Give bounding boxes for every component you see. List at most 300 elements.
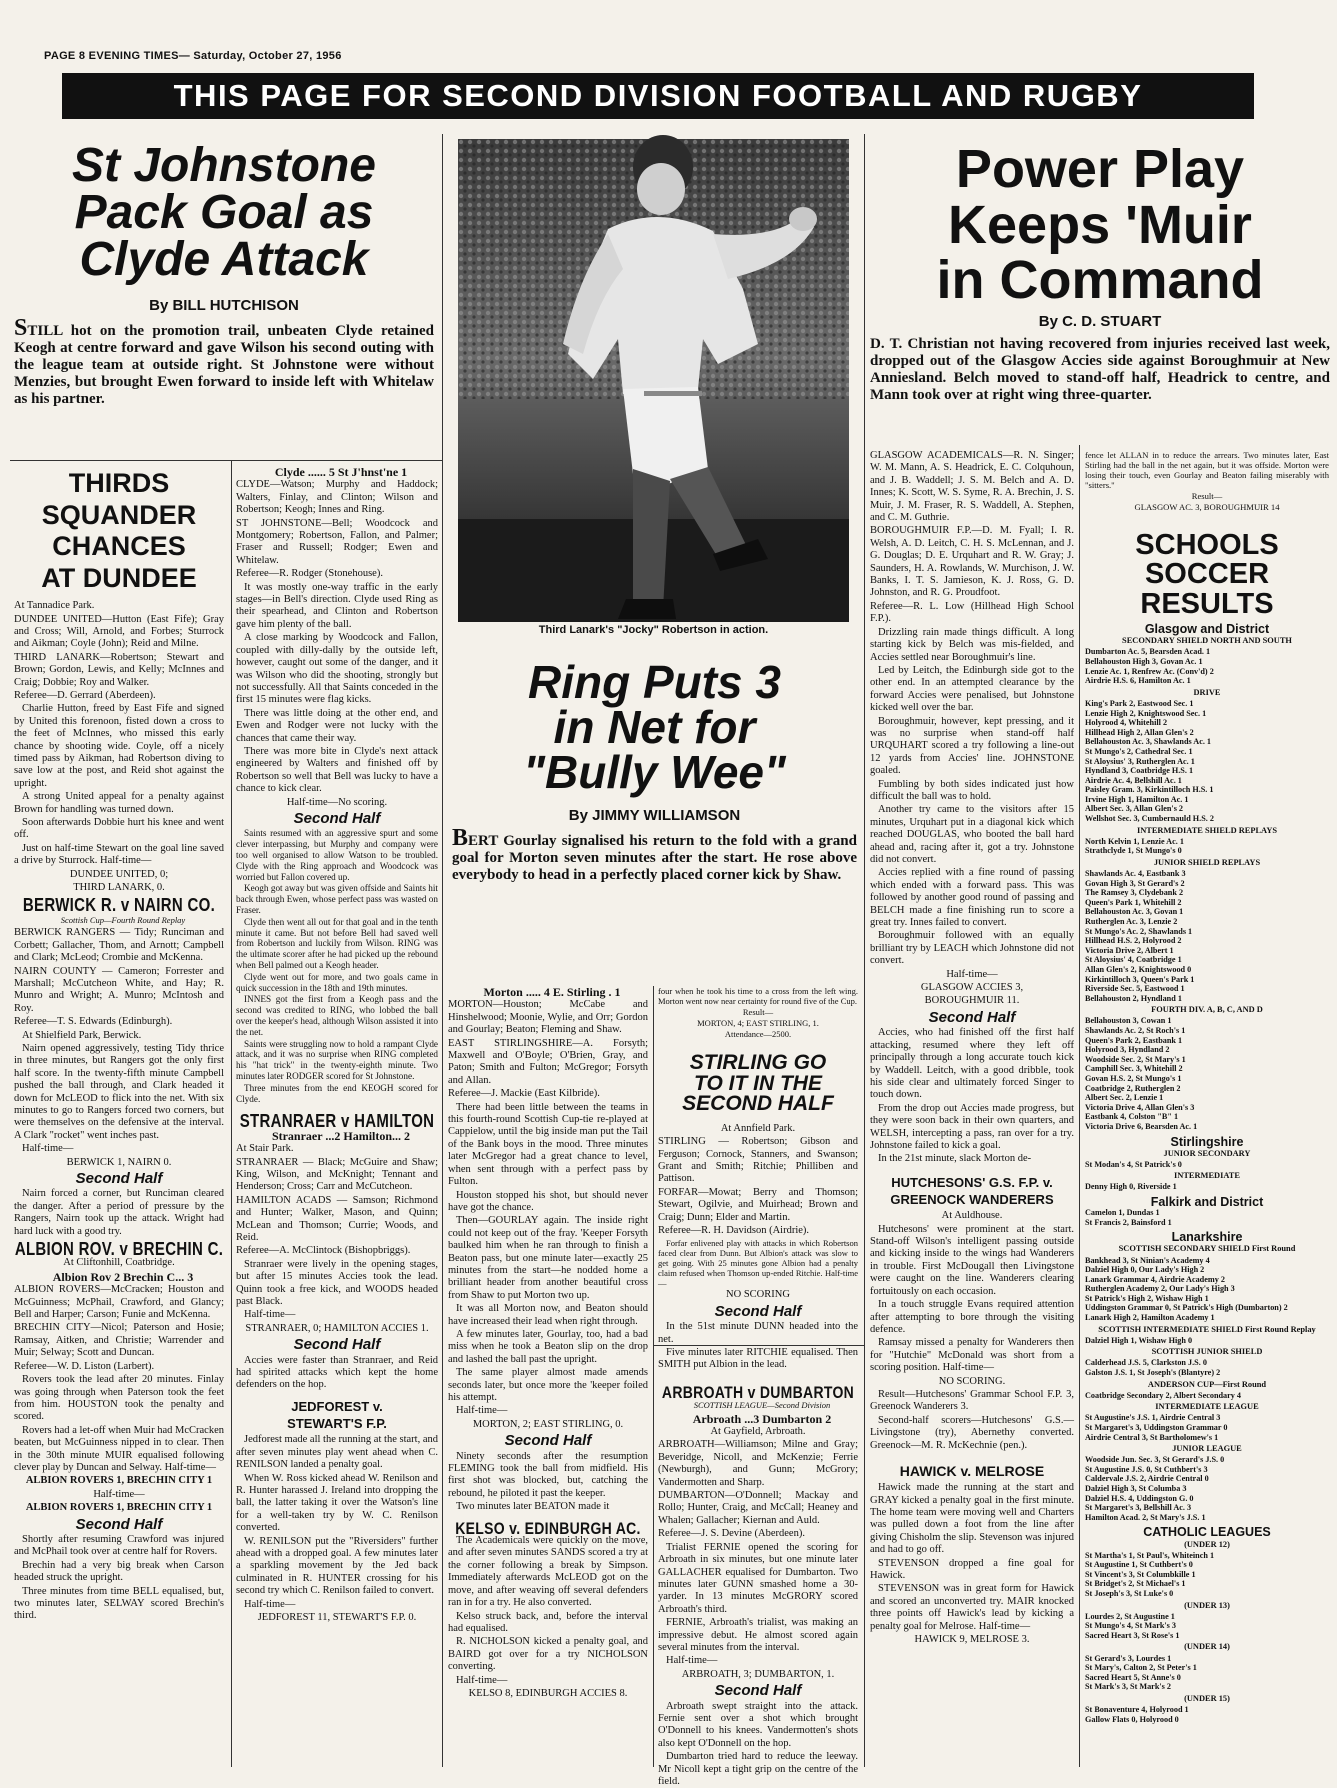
schools-result-line: Kirkintilloch 3, Queen's Park 1 xyxy=(1085,974,1195,984)
berwick-second-half: Second Half xyxy=(75,1170,163,1187)
thirds-score: THIRD LANARK, 0. xyxy=(73,882,165,894)
berwick-label: Scottish Cup—Fourth Round Replay xyxy=(60,914,186,925)
powerplay-headline-2: Keeps 'Muir xyxy=(948,194,1252,255)
photo-caption: Third Lanark's "Jocky" Robertson in action. xyxy=(538,624,769,636)
stranraer-para: At Stair Park. xyxy=(236,1143,294,1155)
powerplay-headline-1: Power Play xyxy=(955,139,1245,199)
stranraer-second-half: Second Half xyxy=(293,1336,381,1354)
schools-section-subtitle: SCOTTISH INTERMEDIATE SHIELD First Round Replay xyxy=(1098,1324,1316,1334)
schools-result-line: Irvine High 1, Hamilton Ac. 1 xyxy=(1085,794,1189,804)
hutchesons-para: In a touch struggle Evans required attention after attempting to bore through the visiting defence. xyxy=(870,1299,1074,1335)
powerplay-para: Fumbling by both sides indicated just how difficult the ball was to hold. xyxy=(870,778,1074,802)
albion-score: Albion Rov 2 Brechin C... 3 xyxy=(52,1269,194,1284)
schools-result-line: St Augustine J.S. 0, St Cuthbert's 3 xyxy=(1085,1464,1208,1474)
morton-para: A few minutes later, Gourlay, too, had a bad miss when he took a Beaton slip on the drop and lashed the ball past the upright. xyxy=(448,1328,648,1365)
schools-result-line: Hillhead H.S. 2, Holyrood 2 xyxy=(1085,936,1182,946)
morton-para: EAST STIRLINGSHIRE—A. Forsyth; Maxwell and O'Boyle; O'Brien, Gray, and Paton; Smith and Fulton; McGregor; Forsyth and Allan. xyxy=(448,1037,648,1086)
schools-result-line: Dalziel H.S. 4, Uddingston G. 0 xyxy=(1085,1493,1194,1503)
column-rule xyxy=(442,134,443,1767)
hutchesons-para: Second-half scorers—Hutchesons' G.S.—Livingstone (try), Abernethy converted. Greenock—M. R. McKechnie (pen.). xyxy=(870,1414,1074,1451)
morton-score: Morton ..... 4 E. Stirling . 1 xyxy=(483,985,621,999)
berwick-para: Nairn forced a corner, but Runciman cleared the danger. After a period of pressure by the Rangers, Nairn took up the attack. Wright had hard luck with a good try. xyxy=(14,1188,224,1237)
morton-result-block xyxy=(658,986,858,1039)
schools-result-line: King's Park 2, Eastwood Sec. 1 xyxy=(1085,698,1194,708)
schools-section-subtitle: (UNDER 12) xyxy=(1184,1539,1230,1549)
stranraer-halftime: STRANRAER, 0; HAMILTON ACCIES 1. xyxy=(245,1322,429,1334)
schools-result-line: Govan High 3, St Gerard's 2 xyxy=(1085,878,1185,888)
schools-result-line: Eastbank 4, Colston "B" 1 xyxy=(1085,1112,1179,1122)
clyde-para: It was mostly one-way traffic in the early stages—in Bell's direction. Clyde used Ring as their spearhead, and Clinton and Robertson gave him plenty of the ball. xyxy=(236,581,438,630)
powerplay-para: Led by Leitch, the Edinburgh side got to the other end. In an attempted clearance by the forward Accies were penalised, but Johnstone kicked well over the bar. xyxy=(870,664,1074,714)
morton-para: four when he took his time to a cross from the left wing. Morton went now near certainty for round five of the Cup. xyxy=(658,986,858,1006)
clyde-para: Clyde then went all out for that goal and in the tenth minute it came. But not before Bell had saved well from Robertson and luckily from Wilson. RING was the ultimate scorer after he had picked up the rebound when Bell palmed out a Keogh header. xyxy=(236,916,438,970)
albion-para: Referee—W. D. Liston (Larbert). xyxy=(14,1360,155,1372)
schools-result-line: Airdrie Central 3, St Bartholomew's 1 xyxy=(1085,1432,1219,1442)
schools-result-line: Coatbridge 2, Rutherglen 2 xyxy=(1085,1083,1181,1093)
bullywee-headline-2: in Net for xyxy=(553,701,756,754)
morton-para: Result— xyxy=(742,1007,774,1017)
clyde-para: Three minutes from the end KEOGH scored for Clyde. xyxy=(236,1082,438,1104)
kelso-para: Kelso struck back, and, before the interval had equalised. xyxy=(448,1610,648,1634)
schools-result-line: St Patrick's High 2, Wishaw High 1 xyxy=(1085,1293,1209,1303)
schools-result-line: St Mungo's 4, St Mark's 3 xyxy=(1085,1621,1176,1631)
schools-result-line: Govan H.S. 2, St Mungo's 1 xyxy=(1085,1074,1182,1084)
thirds-para: DUNDEE UNITED—Hutton (East Fife); Gray and Cross; Will, Arnold, and Forbes; Sturrock and Aikman; Coyle (John); Reid and Milne. xyxy=(14,613,224,650)
column-rule xyxy=(864,134,865,1767)
berwick-score: BERWICK 1, NAIRN 0. xyxy=(66,1156,172,1168)
albion-halftime: ALBION ROVERS 1, BRECHIN CITY 1 xyxy=(25,1502,213,1514)
schools-result-line: Dumbarton Ac. 5, Bearsden Acad. 1 xyxy=(1085,647,1211,657)
schools-result-line: North Kelvin 1, Lenzie Ac. 1 xyxy=(1085,836,1184,846)
column-rule xyxy=(1079,445,1080,1767)
powerplay-para: Drizzling rain made things difficult. A long starting kick by Belch was mis-fielded, and Accies settled near Boroughmuir's line. xyxy=(870,626,1074,663)
stjohnstone-lead-text: TILL hot on the promotion trail, unbeaten Clyde retained Keogh at centre forward and gave Wilson his second outing with the league team at outside right. St Johnstone were without Menzies, but brought Ewen forward to inside left with Whitelaw as his partner. xyxy=(14,323,434,408)
morton-para: Attendance—2500. xyxy=(724,1029,792,1039)
clyde-second-half: Second Half xyxy=(293,809,381,827)
schools-result-line: Shawlands Ac. 4, Eastbank 3 xyxy=(1085,869,1186,879)
schools-result-line: Lenzie High 2, Knightswood Sec. 1 xyxy=(1085,708,1207,718)
schools-result-line: Hamilton Acad. 2, St Mary's J.S. 1 xyxy=(1085,1512,1206,1522)
jedforest-heading-1: JEDFOREST v. xyxy=(291,1398,383,1414)
stirling-halftime: NO SCORING xyxy=(726,1289,790,1301)
schools-results-list xyxy=(1085,624,1329,1724)
thirds-para: THIRD LANARK—Robertson; Stewart and Brown; Gordon, Lewis, and Kelly; McInnes and Craig; Dobbie; Roy and Walker. xyxy=(14,651,224,688)
kelso-para: The Academicals were quickly on the move, and after seven minutes SANDS scored a try at the corner following a break by Simpson. Immediately afterwards McLEOD got on the move, and after weaving off several defenders ran in for a try. He also converted. xyxy=(448,1535,648,1609)
hutchesons-heading-2: GREENOCK WANDERERS xyxy=(890,1192,1054,1207)
albion-second-half: Second Half xyxy=(75,1515,163,1533)
arbroath-para: DUMBARTON—O'Donnell; Mackay and Rollo; Hunter, Craig, and McCall; Heaney and Whalen; Gallacher; Kiernan and Auld. xyxy=(658,1490,858,1526)
arbroath-para: Trialist FERNIE opened the scoring for Arbroath in six minutes, but one minute later GALLACHER equalised for Dumbarton. Two minutes later GUNN smashed home a 30-yarder. In 13 minutes McGRORY scored Arbroath's third. xyxy=(658,1541,858,1615)
stranraer-para: Half-time— xyxy=(244,1309,296,1321)
schools-result-line: Hillhead High 2, Allan Glen's 2 xyxy=(1085,727,1194,737)
schools-result-line: St Augustine 1, St Cuthbert's 0 xyxy=(1085,1560,1193,1570)
schools-result-line: Caldervale J.S. 2, Airdrie Central 0 xyxy=(1085,1474,1209,1484)
kelso-halftime: KELSO 8, EDINBURGH ACCIES 8. xyxy=(468,1687,628,1699)
schools-result-line: Paisley Gram. 3, Kirkintilloch H.S. 1 xyxy=(1085,785,1214,795)
bullywee-lead-initial: B xyxy=(452,825,469,852)
schools-result-line: Queen's Park 1, Whitehill 2 xyxy=(1085,897,1182,907)
stjohnstone-lead xyxy=(14,315,434,408)
clyde-para: INNES got the first from a Keogh pass and the second was credited to RING, who lobbed the ball over the keeper's head, although Wilson assisted it into the net. xyxy=(236,994,438,1037)
schools-result-line: Allan Glen's 2, Knightswood 0 xyxy=(1085,964,1192,974)
schools-result-line: Albert Sec. 3, Allan Glen's 2 xyxy=(1085,804,1184,814)
column-rule xyxy=(653,986,654,1767)
schools-section-subtitle: INTERMEDIATE xyxy=(1174,1171,1240,1181)
stjohnstone-headline-1: St Johnstone xyxy=(71,139,376,192)
column-1 xyxy=(14,466,224,1766)
schools-section-subtitle: (UNDER 14) xyxy=(1184,1642,1230,1652)
clyde-para: Saints resumed with an aggressive spurt and some clever interpassing, but Murphy and company were too well organised to allow Watson to be troubled. Clyde with the Ring approach and Woodcock was worried but Fallon covered up. xyxy=(236,828,438,882)
powerplay-para: Accies, who had finished off the first half attacking, resumed where they left off principally through a long accurate touch kick by Waddell. Leitch, with a good dribble, took his side clear and ultimately forced Singer to touch down. xyxy=(870,1027,1074,1101)
schools-result-line: Riverside Sec. 5, Eastwood 1 xyxy=(1085,984,1185,994)
powerplay-headline-block xyxy=(870,139,1330,404)
page-folio: PAGE 8 EVENING TIMES— Saturday, October 27, 1956 xyxy=(44,50,342,62)
schools-result-line: St Francis 2, Bainsford 1 xyxy=(1085,1217,1172,1227)
albion-para: Three minutes from time BELL equalised, but, two minutes later, SELWAY scored Brechin's third. xyxy=(14,1585,224,1622)
berwick-para: Referee—T. S. Edwards (Edinburgh). xyxy=(14,1016,173,1028)
hutchesons-heading-1: HUTCHESONS' G.S. F.P. v. xyxy=(891,1174,1053,1190)
schools-section-subtitle: JUNIOR SHIELD REPLAYS xyxy=(1153,857,1261,867)
bullywee-headline-3: "Bully Wee" xyxy=(523,746,786,799)
schools-result-line: Holyrood 3, Hyndland 2 xyxy=(1085,1045,1170,1055)
arbroath-label: SCOTTISH LEAGUE—Second Division xyxy=(693,1400,831,1411)
powerplay-second-half: Second Half xyxy=(928,1008,1016,1026)
schools-section-title: CATHOLIC LEAGUES xyxy=(1143,1525,1271,1540)
albion-para: Rovers took the lead after 20 minutes. Finlay was going through when Paterson took the feet from him. HOUSTON took the penalty and scored. xyxy=(14,1374,224,1423)
morton-para: MORTON—Houston; McCabe and Hinshelwood; Moonie, Wylie, and Orr; Gordon and Gourlay; Beaton; Fleming and Shaw. xyxy=(448,999,648,1036)
hutchesons-para: Result—Hutchesons' Grammar School F.P. 3, Greenock Wanderers 3. xyxy=(870,1388,1074,1413)
clyde-score: Clyde ...... 5 St J'hnst'ne 1 xyxy=(274,465,408,479)
albion-heading: ALBION ROV. v BRECHIN C. xyxy=(14,1239,224,1260)
berwick-para: NAIRN COUNTY — Cameron; Forrester and Marshall; McCutcheon White, and Hay; R. Munro and Wright; A. Munro; McIntosh and Roy. xyxy=(14,965,224,1014)
schools-result-line: Calderhead J.S. 5, Clarkston J.S. 0 xyxy=(1085,1358,1207,1368)
stirling-para: In the 51st minute DUNN headed into the net. xyxy=(658,1321,858,1345)
clyde-para: There was little doing at the other end, and Ewen and Rodger were not lucky with the chances that came their way. xyxy=(236,707,438,744)
bullywee-byline: By JIMMY WILLIAMSON xyxy=(568,807,741,825)
stirling-para: STIRLING — Robertson; Gibson and Ferguson; Cornock, Stanners, and Swanson; Grant and Smith; Ritchie; Philliben and Pattison. xyxy=(658,1136,858,1185)
powerplay-para: Another try came to the visitors after 15 minutes, Urquhart put in a diagonal kick which reached DOUGLAS, who booted the ball hard ahead and, racing after it, got a try. Johnstone did not convert. xyxy=(870,804,1074,865)
hutchesons-halftime: NO SCORING. xyxy=(938,1375,1006,1387)
schools-result-line: Lanark Grammar 4, Airdrie Academy 2 xyxy=(1085,1274,1225,1284)
stranraer-para: Stranraer were lively in the opening stages, but after 15 minutes Accies took the lead. Quinn took a free kick, and WOODS headed past Black. xyxy=(236,1258,438,1307)
hutchesons-para: Hutchesons' were prominent at the start. Stand-off Wilson's intelligent passing outside and kicking inside to the wings had Wanderers in trouble. First McDougall then Livingstone were caught on the line. Wanderers clearing fortuitously on each occasion. xyxy=(870,1223,1074,1297)
stranraer-para: STRANRAER — Black; McGuire and Shaw; King, Wilson, and McKnight; Tennant and Henderson; Cross; Carr and McCutcheon. xyxy=(236,1156,438,1193)
schools-result-line: Uddingston Grammar 0, St Patrick's High (Dumbarton) 2 xyxy=(1085,1303,1288,1313)
powerplay-byline: By C. D. STUART xyxy=(1038,312,1162,330)
schools-section-subtitle: INTERMEDIATE LEAGUE xyxy=(1155,1402,1259,1412)
column-5 xyxy=(870,450,1074,1766)
schools-result-line: Camelon 1, Dundas 1 xyxy=(1085,1208,1160,1218)
schools-result-line: St Mary's, Calton 2, St Peter's 1 xyxy=(1085,1663,1197,1673)
schools-headline-2: SOCCER xyxy=(1144,558,1270,591)
thirds-para: Just on half-time Stewart on the goal line saved a drive by Sturrock. Half-time— xyxy=(14,842,224,867)
schools-result-line: The Ramsey 3, Clydebank 2 xyxy=(1085,888,1184,898)
arbroath-para: Arbroath swept straight into the attack. Fernie sent over a shot which brought O'Donnell to his knees. Vandermotten's shots also kept O'Donnell on the hop. xyxy=(658,1700,858,1749)
schools-result-line: St Vincent's 3, St Columbkille 1 xyxy=(1085,1569,1196,1579)
powerplay-para: From the drop out Accies made progress, but they were soon back in their own quarters, and WELSH, intercepting a pass, ran over for a try. Johnstone failed to kick a goal. xyxy=(870,1102,1074,1151)
schools-result-line: St Mungo's 2, Cathedral Sec. 1 xyxy=(1085,746,1193,756)
footballer-photo xyxy=(458,139,849,622)
schools-result-line: Galston J.S. 1, St Joseph's (Blantyre) 2 xyxy=(1085,1368,1221,1378)
powerplay-headline-3: in Command xyxy=(936,250,1264,311)
stjohnstone-lead-initial: S xyxy=(14,315,28,342)
jedforest-heading-2: STEWART'S F.P. xyxy=(287,1416,387,1432)
powerplay-para: In the 21st minute, slack Morton de- xyxy=(878,1153,1032,1165)
powerplay-halftime: Half-time— xyxy=(946,968,998,980)
bullywee-headline-block xyxy=(452,656,857,884)
stirling-headline-3: SECOND HALF xyxy=(682,1092,834,1116)
clyde-para: Keogh got away but was given offside and Saints hit back through Ewen, whose perfect pass was wasted on Fraser. xyxy=(236,883,438,915)
schools-result-line: Bellahouston Ac. 3, Shawlands Ac. 1 xyxy=(1085,737,1212,747)
kelso-para: Half-time— xyxy=(456,1674,508,1686)
powerplay-para: GLASGOW ACADEMICALS—R. N. Singer; W. M. Mann, A. S. Headrick, E. C. Colquhoun, and J. B. Waddell; J. S. M. Belch and A. D. Innes; K. Scott, W. S. Syme, R. A. Brechin, J. S. Muir, J. M. Fraser, R. S. Waddell, A. Stephen, and C. M. Guthrie. xyxy=(870,450,1074,524)
schools-result-line: Victoria Drive 6, Bearsden Ac. 1 xyxy=(1085,1121,1198,1131)
thirds-headline-2: SQUANDER xyxy=(41,499,197,530)
bullywee-lead xyxy=(452,825,857,884)
schools-section-subtitle: ANDERSON CUP—First Round xyxy=(1147,1379,1267,1389)
arbroath-score: Arbroath ...3 Dumbarton 2 xyxy=(692,1411,832,1426)
schools-section-subtitle: JUNIOR SECONDARY xyxy=(1163,1148,1251,1158)
clyde-para: ST JOHNSTONE—Bell; Woodcock and Montgomery; Robertson, Fallon, and Palmer; Fraser and Russell; Rodger; Ewen and Whitelaw. xyxy=(236,517,438,566)
schools-result-line: Strathclyde 1, St Mungo's 0 xyxy=(1085,846,1182,856)
schools-section-subtitle: INTERMEDIATE SHIELD REPLAYS xyxy=(1136,825,1278,835)
powerplay-para: BOROUGHMUIR F.P.—D. M. Fyall; I. R. Welsh, A. D. Leitch, C. H. S. McLennan, and J. G. Douglas; D. E. Urquhart and R. W. Gray; J. Saunders, H. A. Rowlands, W. Murchison, J. W. Banks, I. T. S. Jamieson, K. J. Ross, G. D. Johnston, and R. G. Proudfoot. xyxy=(870,525,1074,599)
thirds-score: DUNDEE UNITED, 0; xyxy=(69,868,169,880)
thirds-para: Soon afterwards Dobbie hurt his knee and went off. xyxy=(14,817,224,841)
schools-result-line: St Mungo's Ac. 2, Shawlands 1 xyxy=(1085,926,1193,936)
schools-result-line: Airdrie Ac. 4, Bellshill Ac. 1 xyxy=(1085,775,1182,785)
albion-para: Shortly after resuming Crawford was injured and McPhail took over at centre half for Rovers. xyxy=(14,1533,224,1558)
jedforest-para: W. RENILSON put the "Riversiders" further ahead with a dropped goal. A few minutes later a sparkling movement by the Jed back culminated in R. HUNTER crossing for his second try which C. Renilson failed to convert. xyxy=(236,1535,438,1597)
schools-result-line: St Mark's 3, St Mark's 2 xyxy=(1085,1682,1171,1692)
page-banner: THIS PAGE FOR SECOND DIVISION FOOTBALL AND RUGBY xyxy=(62,73,1254,119)
schools-result-line: Holyrood 4, Whitehill 2 xyxy=(1085,718,1168,728)
schools-result-line: Victoria Drive 2, Albert 1 xyxy=(1085,945,1174,955)
powerplay-para: Boroughmuir followed with an equally brilliant try by LEACH which Johnstone did not convert. xyxy=(870,930,1074,967)
stirling-headline-2: TO IT IN THE xyxy=(694,1071,822,1095)
morton-para: Half-time— xyxy=(456,1405,508,1417)
morton-para: Referee—J. Mackie (East Kilbride). xyxy=(448,1088,600,1100)
powerplay-para: Result— xyxy=(1191,491,1223,502)
stirling-para: FORFAR—Mowat; Berry and Thomson; Stewart, Ogilvie, and Muirhead; Brown and Craig; Dunn; Elder and Martin. xyxy=(658,1186,858,1223)
morton-para: Ninety seconds after the resumption FLEMING took the ball from midfield. His first shot was blocked, but, catching the rebound, he piloted it past the keeper. xyxy=(448,1450,648,1499)
schools-section-subtitle: (UNDER 13) xyxy=(1184,1600,1230,1610)
jedforest-para: Half-time— xyxy=(244,1598,296,1610)
schools-section-title: Falkirk and District xyxy=(1150,1195,1264,1210)
clyde-halftime: Half-time—No scoring. xyxy=(286,796,388,808)
stjohnstone-headline-2: Pack Goal as xyxy=(74,186,374,240)
schools-result-line: Bellahouston 2, Hyndland 1 xyxy=(1085,993,1182,1003)
hawick-para: STEVENSON was in great form for Hawick and scored an unconverted try. MAIR knocked three points off Hawick's lead by kicking a penalty goal for Melrose. Half-time— xyxy=(870,1583,1074,1632)
schools-result-line: Camphill Sec. 3, Whitehill 2 xyxy=(1085,1064,1183,1074)
stranraer-para: HAMILTON ACADS — Samson; Richmond and Hunter; Walker, Mason, and Quinn; McLean and Thomson; Currie; Woods, and Reid. xyxy=(236,1194,438,1243)
bullywee-headline-1: Ring Puts 3 xyxy=(527,656,782,708)
powerplay-para: Accies replied with a fine round of passing which ended with a forward pass. This was followed by another good round of passing and BELCH made a fine finishing run to score a great try. Innes failed to convert. xyxy=(870,867,1074,929)
schools-result-line: Victoria Drive 4, Allan Glen's 3 xyxy=(1085,1102,1195,1112)
schools-section-title: Glasgow and District xyxy=(1144,622,1270,637)
clyde-para: Clyde went out for more, and two goals came in quick succession in the 18th and 19th minutes. xyxy=(236,971,438,993)
schools-result-line: Coatbridge Secondary 2, Albert Secondary 4 xyxy=(1085,1390,1242,1400)
clyde-para: There was more bite in Clyde's next attack engineered by Walters and finished off by Robertson so well that Bell was lucky to have a chance to kick clear. xyxy=(236,745,438,795)
stirling-para: Forfar enlivened play with attacks in which Robertson faced clear from Dunn. But Albion's attack was slow to get going. With 25 minutes gone Albion had a penalty claim refused when Thomson up-ended Ritchie. Half-time— xyxy=(658,1238,858,1289)
thirds-headline-3: CHANCES xyxy=(52,531,186,562)
arbroath-para: Half-time— xyxy=(666,1655,718,1667)
thirds-para: At Tannadice Park. xyxy=(14,600,95,612)
schools-result-line: Dalziel High 1, Wishaw High 0 xyxy=(1085,1335,1193,1345)
arbroath-para: Referee—J. S. Devine (Aberdeen). xyxy=(658,1528,805,1540)
schools-result-line: Albert Sec. 2, Lenzie 1 xyxy=(1085,1093,1164,1103)
arbroath-second-half: Second Half xyxy=(714,1682,802,1700)
arbroath-para: FERNIE, Arbroath's trialist, was making an impressive debut. He almost scored again several minutes from the interval. xyxy=(658,1617,858,1653)
thirds-headline-1: THIRDS xyxy=(68,468,170,498)
column-2 xyxy=(236,466,438,1766)
stranraer-score: Stranraer ...2 Hamilton... 2 xyxy=(271,1128,411,1143)
schools-section-title: Lanarkshire xyxy=(1171,1230,1243,1245)
schools-result-line: St Modan's 4, St Patrick's 0 xyxy=(1085,1159,1182,1169)
schools-result-line: Sacred Heart 5, St Anne's 0 xyxy=(1085,1672,1181,1682)
berwick-para: BERWICK RANGERS — Tidy; Runciman and Corbett; Gallacher, Thom, and Arnott; Campbell and Clark; McLeod; Crombie and McKenna. xyxy=(14,927,224,964)
stranraer-heading: STRANRAER v HAMILTON xyxy=(239,1111,435,1132)
schools-result-line: Shawlands Ac. 2, St Roch's 1 xyxy=(1085,1026,1186,1036)
thirds-headline-4: AT DUNDEE xyxy=(41,562,197,593)
stirling-para: At Annfield Park. xyxy=(720,1122,796,1134)
arbroath-halftime: ARBROATH, 3; DUMBARTON, 1. xyxy=(681,1668,835,1680)
morton-para: Then—GOURLAY again. The inside right could not keep out of the fray. 'Keeper Forsyth baulked him when he ran through to finish a Beaton pass, but one minute later—exactly 25 minutes from the start—he nodded home a brilliant header from another beautiful cross from Shaw to put Morton two up. xyxy=(448,1215,648,1301)
stjohnstone-byline: By BILL HUTCHISON xyxy=(149,297,299,315)
schools-section-subtitle: SECONDARY SHIELD NORTH AND SOUTH xyxy=(1122,636,1292,646)
schools-headline-3: RESULTS xyxy=(1140,587,1274,620)
hawick-halftime: HAWICK 9, MELROSE 3. xyxy=(914,1634,1030,1646)
stjohnstone-headline-3: Clyde Attack xyxy=(79,233,369,287)
schools-section-subtitle: SCOTTISH JUNIOR SHIELD xyxy=(1151,1347,1263,1357)
albion-halftime: ALBION ROVERS 1, BRECHIN CITY 1 xyxy=(25,1475,213,1487)
arbroath-para: At Gayfield, Arbroath. xyxy=(710,1426,806,1438)
schools-result-line: Airdrie H.S. 6, Hamilton Ac. 1 xyxy=(1085,676,1191,686)
berwick-para: At Shielfield Park, Berwick. xyxy=(22,1029,142,1041)
schools-result-line: Bellahouston 3, Cowan 1 xyxy=(1085,1016,1172,1026)
morton-para: Houston stopped his shot, but should never have got the chance. xyxy=(448,1189,648,1213)
powerplay-halftime: BOROUGHMUIR 11. xyxy=(924,995,1020,1007)
berwick-para: Nairn opened aggressively, testing Tidy thrice in three minutes, but Rangers got the only first half score. In the twenty-fifth minute Campbell pushed the ball through, and Clark headed it down for McLEOD to flick into the net. With six minutes to go to Rangers forced two corners, but were themselves on the defensive at the interval. A Clark "rocket" went inches past. xyxy=(14,1042,224,1141)
bullywee-lead-text: ERT Gourlay signalised his return to the fold with a grand goal for Morton seven minutes after the start. He rose above everybody to head in a perfectly placed corner kick by Shaw. xyxy=(452,833,857,884)
albion-para: Rovers had a let-off when Muir had McCracken beaten, but McGuinness nipped in to clear. Then in the 30th minute MUIR equalised following clever play by Duncan and Selway. Half-time— xyxy=(14,1424,224,1473)
albion-para: Brechin had a very big break when Carson headed struck the upright. xyxy=(14,1559,224,1584)
schools-result-line: Bankhead 3, St Ninian's Academy 4 xyxy=(1085,1255,1210,1265)
schools-section-subtitle: DRIVE xyxy=(1193,687,1221,697)
stranraer-para: Referee—A. McClintock (Bishopbriggs). xyxy=(236,1245,411,1257)
section-rule xyxy=(10,460,442,461)
schools-result-line: St Gerard's 3, Lourdes 1 xyxy=(1085,1653,1172,1663)
schools-section-subtitle: FOURTH DIV. A, B, C, AND D xyxy=(1151,1005,1263,1015)
schools-result-line: St Margaret's 3, Bellshill Ac. 3 xyxy=(1085,1503,1192,1513)
albion-para: At Cliftonhill, Coatbridge. xyxy=(63,1257,175,1269)
morton-para: MORTON, 4; EAST STIRLING, 1. xyxy=(697,1018,819,1028)
schools-result-line: Bellahouston Ac. 3, Govan 1 xyxy=(1085,907,1184,917)
schools-result-line: Dalziel High 3, St Columba 3 xyxy=(1085,1484,1187,1494)
arbroath-para: Dumbarton tried hard to reduce the leeway. Mr Nicoll kept a tight grip on the centre of the field. xyxy=(658,1751,858,1788)
clyde-second-half-body xyxy=(236,828,438,1104)
morton-halftime: MORTON, 2; EAST STIRLING, 0. xyxy=(472,1418,624,1430)
schools-result-line: Denny High 0, Riverside 1 xyxy=(1085,1182,1177,1192)
powerplay-lead: D. T. Christian not having recovered from injuries received last week, dropped out of the Glasgow Accies side against Boroughmuir at New Anniesland. Belch moved to stand-off half, Headrick to centre, and Mann took over at right wing three-quarter. xyxy=(870,335,1330,403)
powerplay-para: Referee—R. L. Low (Hillhead High School F.P.). xyxy=(870,600,1074,625)
schools-result-line: St Aloysius' 3, Rutherglen Ac. 1 xyxy=(1085,756,1195,766)
schools-result-line: Lenzie Ac. 1, Renfrew Ac. (Conv'd) 2 xyxy=(1085,666,1214,676)
thirds-para: Referee—D. Gerrard (Aberdeen). xyxy=(14,689,156,701)
morton-second-half: Second Half xyxy=(504,1432,592,1450)
schools-result-line: St Margaret's 3, Uddingston Grammar 0 xyxy=(1085,1423,1228,1433)
schools-headline-1: SCHOOLS xyxy=(1135,528,1279,561)
schools-result-line: Wellshot Sec. 3, Cumbernauld H.S. 2 xyxy=(1085,814,1214,824)
kelso-para: R. NICHOLSON kicked a penalty goal, and BAIRD got over for a try NICHOLSON converting. xyxy=(448,1636,648,1673)
stjohnstone-headline-block xyxy=(14,139,434,408)
schools-result-line: Queen's Park 2, Eastbank 1 xyxy=(1085,1035,1183,1045)
jedforest-para: When W. Ross kicked ahead W. Renilson and R. Hunter harassed J. Ireland into dropping the ball, the latter taking it over the Watson's line for a well-taken try by W. C. Renilson converted. xyxy=(236,1472,438,1534)
jedforest-para: Jedforest made all the running at the start, and after seven minutes play went ahead when C. RENILSON landed a penalty goal. xyxy=(236,1434,438,1471)
thirds-para: A strong United appeal for a penalty against Brown for handling was turned down. xyxy=(14,791,224,815)
hutchesons-para: At Auldhouse. xyxy=(941,1210,1003,1222)
schools-result-line: Hyndland 3, Coatbridge H.S. 1 xyxy=(1085,766,1194,776)
schools-result-line: Woodside Sec. 2, St Mary's 1 xyxy=(1085,1054,1186,1064)
stirling-para: Five minutes later RITCHIE equalised. Then SMITH put Albion in the lead. xyxy=(658,1347,858,1371)
hutchesons-para: Ramsay missed a penalty for Wanderers then for "Hutchie" McDonald was short from a scoring position. Half-time— xyxy=(870,1337,1074,1374)
morton-para: Two minutes later BEATON made it xyxy=(456,1501,610,1513)
schools-section-subtitle: SCOTTISH SECONDARY SHIELD First Round xyxy=(1118,1244,1296,1254)
action-photo xyxy=(458,139,849,622)
column-4 xyxy=(658,986,858,1788)
schools-section-subtitle: (UNDER 15) xyxy=(1184,1693,1230,1703)
stirling-para: Referee—R. H. Davidson (Airdrie). xyxy=(658,1224,810,1236)
schools-result-line: Bellahouston High 3, Govan Ac. 1 xyxy=(1085,657,1203,667)
jedforest-halftime: JEDFOREST 11, STEWART'S F.P. 0. xyxy=(257,1612,417,1624)
albion-para: BRECHIN CITY—Nicol; Paterson and Hosie; Ramsay, Aitken, and Christie; Warrender and Muir; Selway; Scott and Duncan. xyxy=(14,1322,224,1359)
clyde-para: CLYDE—Watson; Murphy and Haddock; Walters, Finlay, and Clinton; Wilson and Robertson; Keogh; Innes and Ring. xyxy=(236,479,438,516)
schools-result-line: Rutherglen Ac. 3, Lenzie 2 xyxy=(1085,917,1178,927)
schools-result-line: St Bridget's 2, St Michael's 1 xyxy=(1085,1579,1186,1589)
column-rule xyxy=(231,460,232,1767)
column-3 xyxy=(448,986,648,1766)
schools-result-line: Woodside Jun. Sec. 3, St Gerard's J.S. 0 xyxy=(1085,1455,1225,1465)
clyde-para: Saints were struggling now to hold a rampant Clyde attack, and it was no surprise when RING completed his "hat trick" in the twenty-eighth minute. Two minutes later RODGER scored for St Johnstone. xyxy=(236,1038,438,1081)
powerplay-halftime: GLASGOW ACCIES 3, xyxy=(920,982,1024,994)
schools-result-line: St Augustine's J.S. 1, Airdrie Central 3 xyxy=(1085,1413,1221,1423)
stirling-second-half: Second Half xyxy=(714,1302,802,1320)
kelso-heading: KELSO v. EDINBURGH AC. xyxy=(455,1518,641,1538)
hawick-para: STEVENSON dropped a fine goal for Hawick. xyxy=(870,1557,1074,1582)
hawick-para: Hawick made the running at the start and GRAY kicked a penalty goal in the first minute. The home team were moving well and Charters was pulled down a foot from the line after giving Chisholm the slip. Stevenson was injured and had to go off. xyxy=(870,1482,1074,1556)
berwick-heading: BERWICK R. v NAIRN CO. xyxy=(22,895,216,917)
arbroath-para: ARBROATH—Williamson; Milne and Gray; Beveridge, Nicoll, and McKenzie; Ferrie (Newburgh), and Gunn; McGrory; Vandermotten and Sharp. xyxy=(658,1439,858,1488)
schools-result-line: Gallow Flats 0, Holyrood 0 xyxy=(1085,1714,1179,1724)
schools-section-subtitle: JUNIOR LEAGUE xyxy=(1172,1444,1242,1454)
albion-para: ALBION ROVERS—McCracken; Houston and McGuinness; McPhail, Crawford, and Glancy; Bell and Harper; Carson; Funie and McKenna. xyxy=(14,1284,224,1321)
arbroath-heading: ARBROATH v DUMBARTON xyxy=(661,1382,855,1402)
powerplay-para: fence let ALLAN in to reduce the arrears. Two minutes later, East Stirling had the ball in the net again, but it was offside. Morton were losing their touch, even Gourlay and Beaton failing miserably with "sitters." xyxy=(1085,450,1329,491)
powerplay-para: GLASGOW AC. 3, BOROUGHMUIR 14 xyxy=(1134,502,1280,513)
schools-section-title: Stirlingshire xyxy=(1170,1134,1244,1149)
morton-para: It was all Morton now, and Beaton should have increased their lead when right through. xyxy=(448,1303,648,1327)
schools-result-line: St Joseph's 3, St Luke's 0 xyxy=(1085,1589,1174,1599)
thirds-para: Charlie Hutton, freed by East Fife and signed by United this forenoon, fisted down a cross to the feet of McInnes, who missed this early chance by shooting wide. Coyle, off a nicely timed pass by Aikman, had Robertson diving to save low at the post, and Reid shot against the upright. xyxy=(14,703,224,789)
schools-result-line: St Bonaventure 4, Holyrood 1 xyxy=(1085,1705,1189,1715)
schools-result-line: Sacred Heart 3, St Rose's 1 xyxy=(1085,1630,1180,1640)
stirling-headline-1: STIRLING GO xyxy=(689,1051,827,1074)
schools-result-line: Lanark High 2, Hamilton Academy 1 xyxy=(1085,1313,1215,1323)
schools-result-line: St Aloysius' 4, Coatbridge 1 xyxy=(1085,955,1182,965)
schools-result-line: St Martha's 1, St Paul's, Whiteinch 1 xyxy=(1085,1550,1215,1560)
powerplay-para: Boroughmuir, however, kept pressing, and it was no surprise when stand-off half URQUHART scored a try following a line-out 12 yards from Accies' line. JOHNSTONE goaled. xyxy=(870,715,1074,777)
albion-halftime: Half-time— xyxy=(93,1488,145,1500)
